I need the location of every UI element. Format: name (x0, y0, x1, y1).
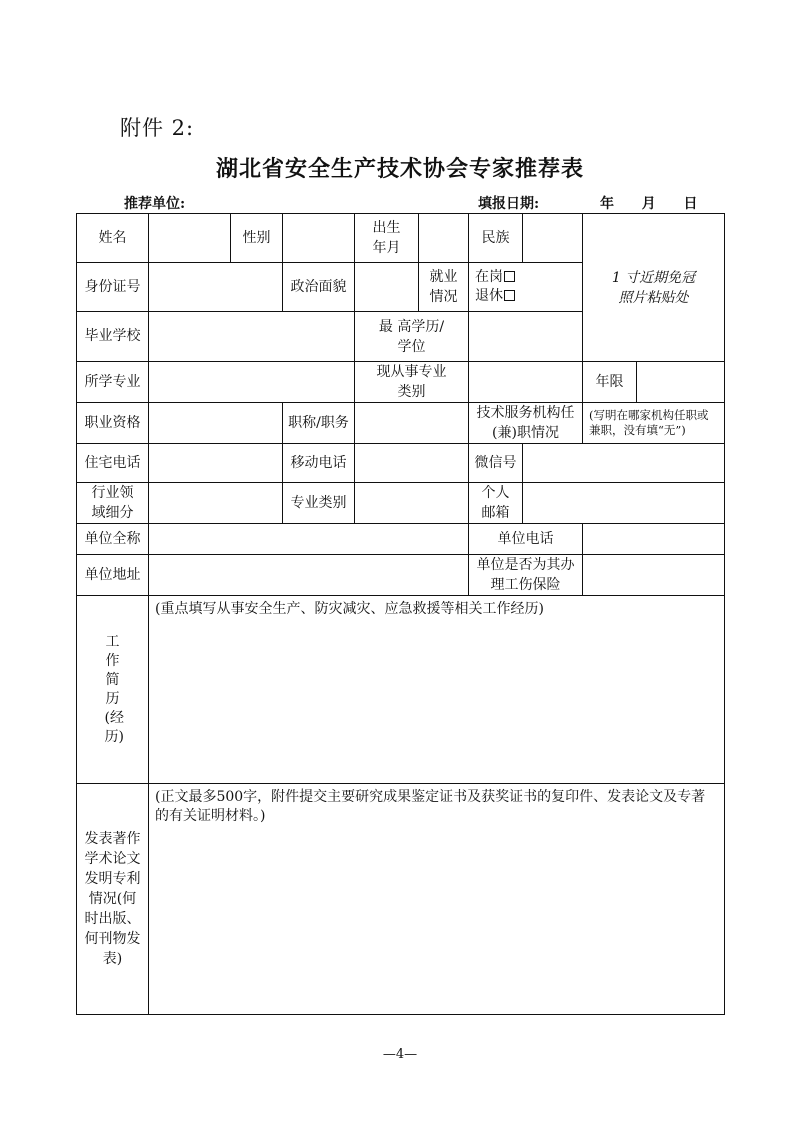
unit-phone-label: 单位电话 (469, 524, 583, 555)
year-label: 年 (600, 196, 614, 212)
title-position-field[interactable] (355, 403, 469, 444)
injury-insurance-field[interactable] (583, 555, 725, 596)
table-row (77, 444, 725, 483)
page-number: —4— (382, 1047, 418, 1062)
name-label: 姓名 (77, 214, 149, 263)
form-table (76, 213, 725, 1015)
degree-label: 最 高学历/学位 (355, 312, 469, 362)
home-phone-label: 住宅电话 (77, 444, 149, 483)
recommend-unit-label: 推荐单位: (124, 196, 186, 212)
expert-recommendation-form (76, 213, 725, 1015)
retired-option[interactable]: 退休 (475, 287, 576, 306)
table-row (77, 214, 725, 263)
gender-label: 性别 (231, 214, 283, 263)
table-row (77, 524, 725, 555)
title-position-label: 职称/职务 (283, 403, 355, 444)
table-row (77, 362, 725, 403)
name-field[interactable] (149, 214, 231, 263)
home-phone-field[interactable] (149, 444, 283, 483)
birth-field[interactable] (419, 214, 469, 263)
id-number-label: 身份证号 (77, 263, 149, 312)
day-label: 日 (683, 196, 698, 212)
major-label: 所学专业 (77, 362, 149, 403)
employment-status-options (469, 263, 583, 312)
mobile-phone-field[interactable] (355, 444, 469, 483)
personal-email-field[interactable] (523, 483, 725, 524)
on-job-checkbox[interactable] (504, 271, 515, 282)
ethnicity-label: 民族 (469, 214, 523, 263)
current-field-label: 现从事专业类别 (355, 362, 469, 403)
table-row (77, 403, 725, 444)
current-field-input[interactable] (469, 362, 583, 403)
unit-full-name-field[interactable] (149, 524, 469, 555)
table-row (77, 596, 725, 784)
id-number-field[interactable] (149, 263, 283, 312)
qualification-label: 职业资格 (77, 403, 149, 444)
photo-area[interactable]: 1 寸近期免冠照片粘贴处 (583, 214, 725, 362)
industry-field-input[interactable] (149, 483, 283, 524)
date-ymd (600, 193, 698, 213)
school-label: 毕业学校 (77, 312, 149, 362)
work-history-field[interactable]: (重点填写从事安全生产、防灾减灾、应急救援等相关工作经历) (149, 596, 725, 784)
industry-field-label: 行业领域细分 (77, 483, 149, 524)
ethnicity-field[interactable] (523, 214, 583, 263)
qualification-field[interactable] (149, 403, 283, 444)
attachment-label: 附件 2: (120, 116, 195, 140)
table-row (77, 555, 725, 596)
retired-checkbox[interactable] (504, 290, 515, 301)
gender-field[interactable] (283, 214, 355, 263)
wechat-field[interactable] (523, 444, 725, 483)
years-label: 年限 (583, 362, 637, 403)
publications-field[interactable]: (正文最多500字，附件提交主要研究成果鉴定证书及获奖证书的复印件、发表论文及专著的有关证明材料。) (149, 784, 725, 1015)
political-status-label: 政治面貌 (283, 263, 355, 312)
publications-label: 发表著作学术论文发明专利情况(何时出版、何刊物发表) (77, 784, 149, 1015)
fill-date-label: 填报日期: (478, 196, 540, 212)
on-job-option[interactable]: 在岗 (475, 268, 576, 287)
month-label: 月 (641, 196, 656, 212)
major-field[interactable] (149, 362, 355, 403)
years-field[interactable] (637, 362, 725, 403)
unit-phone-field[interactable] (583, 524, 725, 555)
unit-full-name-label: 单位全称 (77, 524, 149, 555)
specialty-field[interactable] (355, 483, 469, 524)
political-status-field[interactable] (355, 263, 419, 312)
unit-address-field[interactable] (149, 555, 469, 596)
table-row (77, 483, 725, 524)
unit-address-label: 单位地址 (77, 555, 149, 596)
tech-org-position-label: 技术服务机构任(兼)职情况 (469, 403, 583, 444)
form-title: 湖北省安全生产技术协会专家推荐表 (215, 157, 584, 182)
birth-label: 出生年月 (355, 214, 419, 263)
degree-field[interactable] (469, 312, 583, 362)
specialty-label: 专业类别 (283, 483, 355, 524)
tech-org-note[interactable]: (写明在哪家机构任职或兼职，没有填“无”) (583, 403, 725, 444)
employment-status-label: 就业情况 (419, 263, 469, 312)
work-history-label: 工作简历(经历) (77, 596, 149, 784)
mobile-phone-label: 移动电话 (283, 444, 355, 483)
injury-insurance-label: 单位是否为其办理工伤保险 (469, 555, 583, 596)
personal-email-label: 个人邮箱 (469, 483, 523, 524)
table-row (77, 784, 725, 1015)
school-field[interactable] (149, 312, 355, 362)
wechat-label: 微信号 (469, 444, 523, 483)
